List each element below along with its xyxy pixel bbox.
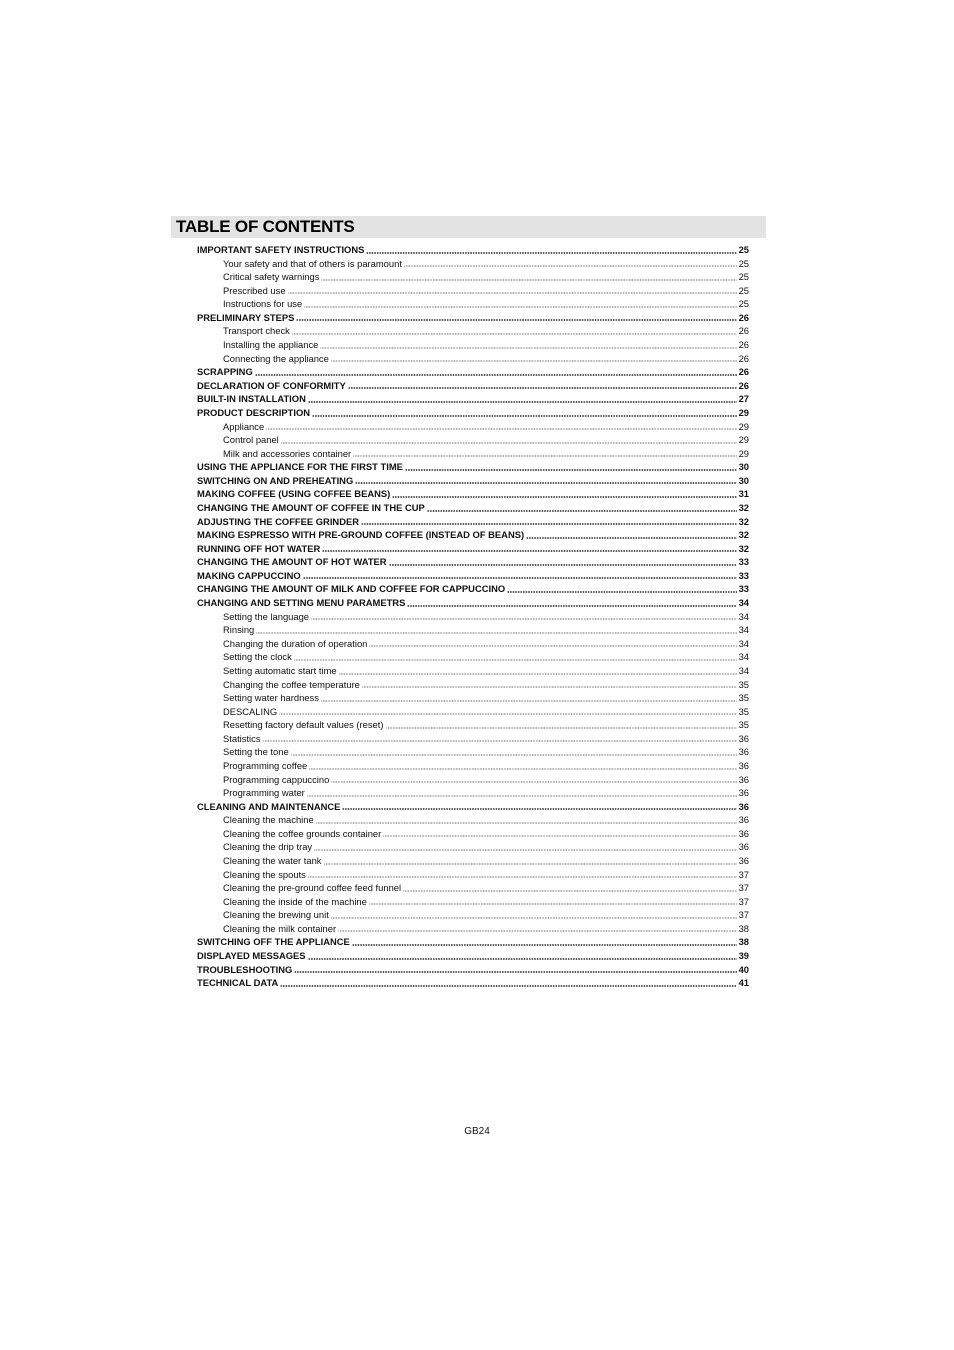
toc-entry-label: Cleaning the coffee grounds container	[223, 827, 382, 839]
dot-leader	[304, 306, 736, 308]
toc-section-entry[interactable]	[197, 949, 749, 963]
dot-leader	[405, 469, 737, 471]
toc-entry-page-number: 26	[738, 339, 749, 351]
toc-entry-page-number: 36	[738, 841, 749, 853]
toc-entry-label: PRODUCT DESCRIPTION	[197, 406, 311, 418]
toc-subsection-entry[interactable]	[197, 324, 749, 338]
toc-entry-page-number: 26	[738, 311, 749, 323]
dot-leader	[353, 455, 736, 457]
toc-entry-label: Cleaning the machine	[223, 814, 314, 826]
toc-section-entry[interactable]	[197, 555, 749, 569]
dot-leader	[392, 496, 736, 498]
toc-entry-page-number: 37	[738, 882, 749, 894]
toc-entry-page-number: 26	[738, 366, 749, 378]
toc-section-entry[interactable]	[197, 582, 749, 596]
toc-entry-label: Resetting factory default values (reset)	[223, 719, 384, 731]
toc-entry-page-number: 29	[738, 447, 749, 459]
toc-section-entry[interactable]	[197, 487, 749, 501]
toc-entry-label: Appliance	[223, 420, 265, 432]
dot-leader	[292, 333, 737, 335]
toc-entry-label: Control panel	[223, 434, 279, 446]
toc-subsection-entry[interactable]	[197, 786, 749, 800]
toc-subsection-entry[interactable]	[197, 691, 749, 705]
toc-entry-label: Cleaning the brewing unit	[223, 909, 329, 921]
toc-entry-label: Programming cappuccino	[223, 773, 330, 785]
toc-section-entry[interactable]	[197, 800, 749, 814]
toc-entry-label: Setting the language	[223, 610, 310, 622]
toc-subsection-entry[interactable]	[197, 705, 749, 719]
toc-section-entry[interactable]	[197, 311, 749, 325]
toc-entry-page-number: 30	[738, 461, 749, 473]
toc-list	[197, 243, 749, 990]
dot-leader	[281, 442, 737, 444]
toc-entry-page-number: 29	[738, 434, 749, 446]
dot-leader	[294, 659, 737, 661]
dot-leader	[314, 849, 736, 851]
toc-entry-label: RUNNING OFF HOT WATER	[197, 542, 321, 554]
toc-entry-page-number: 25	[738, 298, 749, 310]
toc-section-entry[interactable]	[197, 379, 749, 393]
toc-subsection-entry[interactable]	[197, 678, 749, 692]
dot-leader	[355, 482, 736, 484]
toc-entry-label: Connecting the appliance	[223, 352, 329, 364]
toc-entry-label: SWITCHING ON AND PREHEATING	[197, 474, 354, 486]
toc-entry-page-number: 37	[738, 909, 749, 921]
toc-entry-page-number: 35	[738, 719, 749, 731]
toc-entry-label: MAKING CAPPUCCINO	[197, 569, 301, 581]
toc-entry-page-number: 34	[738, 664, 749, 676]
toc-subsection-entry[interactable]	[197, 338, 749, 352]
toc-entry-page-number: 36	[738, 800, 749, 812]
toc-section-entry[interactable]	[197, 976, 749, 990]
toc-entry-label: MAKING COFFEE (USING COFFEE BEANS)	[197, 488, 391, 500]
toc-subsection-entry[interactable]	[197, 352, 749, 366]
toc-section-entry[interactable]	[197, 542, 749, 556]
dot-leader	[342, 808, 736, 810]
toc-entry-page-number: 37	[738, 895, 749, 907]
dot-leader	[383, 835, 736, 837]
dot-leader	[361, 523, 737, 525]
toc-entry-page-number: 34	[738, 637, 749, 649]
toc-entry-page-number: 27	[738, 393, 749, 405]
toc-entry-label: PRELIMINARY STEPS	[197, 311, 295, 323]
toc-subsection-entry[interactable]	[197, 664, 749, 678]
toc-section-entry[interactable]	[197, 460, 749, 474]
toc-entry-label: Prescribed use	[223, 284, 286, 296]
toc-entry-label: TROUBLESHOOTING	[197, 963, 293, 975]
dot-leader	[362, 686, 737, 688]
toc-entry-page-number: 25	[738, 257, 749, 269]
toc-entry-page-number: 26	[738, 379, 749, 391]
toc-entry-page-number: 34	[738, 610, 749, 622]
dot-leader	[369, 903, 737, 905]
dot-leader	[407, 605, 736, 607]
dot-leader	[320, 347, 736, 349]
dot-leader	[263, 740, 737, 742]
dot-leader	[279, 713, 736, 715]
toc-entry-label: Cleaning the inside of the machine	[223, 895, 367, 907]
toc-entry-page-number: 36	[738, 787, 749, 799]
toc-entry-label: Cleaning the water tank	[223, 855, 322, 867]
toc-entry-label: USING THE APPLIANCE FOR THE FIRST TIME	[197, 461, 403, 473]
dot-leader	[389, 564, 737, 566]
dot-leader	[307, 795, 737, 797]
toc-entry-page-number: 34	[738, 651, 749, 663]
toc-entry-label: Transport check	[223, 325, 290, 337]
toc-subsection-entry[interactable]	[197, 284, 749, 298]
toc-section-entry[interactable]	[197, 392, 749, 406]
toc-entry-page-number: 34	[738, 597, 749, 609]
toc-subsection-entry[interactable]	[197, 840, 749, 854]
dot-leader	[309, 768, 736, 770]
toc-entry-page-number: 39	[738, 950, 749, 962]
dot-leader	[280, 985, 736, 987]
toc-entry-label: CLEANING AND MAINTENANCE	[197, 800, 341, 812]
dot-leader	[308, 958, 737, 960]
toc-section-entry[interactable]	[197, 515, 749, 529]
toc-entry-label: Cleaning the drip tray	[223, 841, 313, 853]
dot-leader	[255, 374, 737, 376]
dot-leader	[303, 577, 737, 579]
toc-entry-label: Installing the appliance	[223, 339, 319, 351]
dot-leader	[386, 727, 737, 729]
toc-entry-label: IMPORTANT SAFETY INSTRUCTIONS	[197, 244, 365, 255]
toc-subsection-entry[interactable]	[197, 270, 749, 284]
toc-entry-page-number: 25	[738, 244, 749, 255]
toc-entry-label: MAKING ESPRESSO WITH PRE-GROUND COFFEE (INSTEAD OF BEANS)	[197, 529, 525, 541]
toc-entry-page-number: 36	[738, 746, 749, 758]
dot-leader	[526, 537, 736, 539]
toc-entry-label: DECLARATION OF CONFORMITY	[197, 379, 346, 391]
toc-entry-page-number: 36	[738, 732, 749, 744]
toc-subsection-entry[interactable]	[197, 922, 749, 936]
toc-subsection-entry[interactable]	[197, 650, 749, 664]
toc-subsection-entry[interactable]	[197, 610, 749, 624]
toc-entry-page-number: 31	[738, 488, 749, 500]
toc-entry-page-number: 35	[738, 705, 749, 717]
dot-leader	[296, 319, 736, 321]
toc-entry-label: Programming water	[223, 787, 305, 799]
toc-entry-page-number: 33	[738, 569, 749, 581]
toc-entry-page-number: 32	[738, 529, 749, 541]
toc-entry-page-number: 35	[738, 678, 749, 690]
toc-subsection-entry[interactable]	[197, 759, 749, 773]
toc-entry-page-number: 33	[738, 556, 749, 568]
dot-leader	[316, 822, 737, 824]
dot-leader	[331, 917, 737, 919]
toc-entry-label: SCRAPPING	[197, 366, 253, 378]
toc-subsection-entry[interactable]	[197, 433, 749, 447]
toc-entry-label: TECHNICAL DATA	[197, 977, 279, 989]
toc-section-entry[interactable]	[197, 963, 749, 977]
dot-leader	[308, 401, 737, 403]
toc-entry-label: Milk and accessories container	[223, 447, 352, 459]
toc-entry-page-number: 25	[738, 271, 749, 283]
toc-subsection-entry[interactable]	[197, 732, 749, 746]
dot-leader	[427, 510, 737, 512]
page-number: GB24	[464, 1126, 490, 1137]
toc-entry-page-number: 30	[738, 474, 749, 486]
dot-leader	[288, 292, 737, 294]
toc-section-entry[interactable]	[197, 406, 749, 420]
toc-entry-page-number: 26	[738, 352, 749, 364]
toc-entry-label: DESCALING	[223, 705, 278, 717]
toc-entry-page-number: 40	[738, 963, 749, 975]
toc-entry-label: CHANGING THE AMOUNT OF HOT WATER	[197, 556, 387, 568]
toc-entry-label: Rinsing	[223, 624, 255, 636]
toc-section-entry[interactable]	[197, 474, 749, 488]
toc-entry-page-number: 38	[738, 936, 749, 948]
toc-entry-label: Setting automatic start time	[223, 664, 337, 676]
toc-entry-label: CHANGING AND SETTING MENU PARAMETRS	[197, 597, 406, 609]
toc-subsection-entry[interactable]	[197, 745, 749, 759]
toc-section-entry[interactable]	[197, 528, 749, 542]
toc-title: TABLE OF CONTENTS	[176, 217, 355, 236]
toc-subsection-entry[interactable]	[197, 623, 749, 637]
toc-subsection-entry[interactable]	[197, 773, 749, 787]
toc-subsection-entry[interactable]	[197, 420, 749, 434]
toc-subsection-entry[interactable]	[197, 908, 749, 922]
dot-leader	[331, 360, 737, 362]
dot-leader	[507, 591, 736, 593]
toc-section-entry[interactable]	[197, 365, 749, 379]
toc-section-entry[interactable]	[197, 501, 749, 515]
toc-entry-label: Setting the tone	[223, 746, 289, 758]
dot-leader	[404, 265, 737, 267]
toc-entry-label: Cleaning the milk container	[223, 922, 337, 934]
toc-subsection-entry[interactable]	[197, 257, 749, 271]
toc-subsection-entry[interactable]	[197, 895, 749, 909]
toc-section-entry[interactable]	[197, 596, 749, 610]
toc-entry-label: Critical safety warnings	[223, 271, 320, 283]
toc-entry-page-number: 25	[738, 284, 749, 296]
toc-entry-page-number: 29	[738, 406, 749, 418]
dot-leader	[308, 876, 737, 878]
toc-entry-page-number: 36	[738, 759, 749, 771]
dot-leader	[366, 252, 736, 254]
toc-entry-label: DISPLAYED MESSAGES	[197, 950, 306, 962]
toc-entry-label: Changing the coffee temperature	[223, 678, 360, 690]
toc-entry-label: Cleaning the spouts	[223, 868, 306, 880]
toc-entry-page-number: 38	[738, 922, 749, 934]
toc-section-entry[interactable]	[197, 569, 749, 583]
toc-subsection-entry[interactable]	[197, 718, 749, 732]
dot-leader	[321, 700, 737, 702]
dot-leader	[331, 781, 736, 783]
toc-subsection-entry[interactable]	[197, 637, 749, 651]
toc-header-bar	[171, 216, 766, 238]
toc-entry-page-number: 32	[738, 542, 749, 554]
toc-entry-label: Your safety and that of others is paramount	[223, 257, 402, 269]
dot-leader	[322, 550, 736, 552]
dot-leader	[291, 754, 737, 756]
toc-subsection-entry[interactable]	[197, 827, 749, 841]
toc-entry-label: Statistics	[223, 732, 261, 744]
toc-entry-page-number: 35	[738, 692, 749, 704]
toc-entry-page-number: 36	[738, 814, 749, 826]
toc-entry-page-number: 32	[738, 501, 749, 513]
toc-entry-label: Programming coffee	[223, 759, 308, 771]
dot-leader	[338, 930, 736, 932]
toc-entry-page-number: 29	[738, 420, 749, 432]
dot-leader	[369, 645, 736, 647]
toc-subsection-entry[interactable]	[197, 854, 749, 868]
toc-entry-page-number: 33	[738, 583, 749, 595]
toc-entry-page-number: 36	[738, 773, 749, 785]
dot-leader	[256, 632, 736, 634]
dot-leader	[348, 387, 737, 389]
toc-entry-page-number: 37	[738, 868, 749, 880]
toc-subsection-entry[interactable]	[197, 447, 749, 461]
toc-entry-label: Instructions for use	[223, 298, 303, 310]
dot-leader	[321, 279, 736, 281]
toc-entry-page-number: 36	[738, 855, 749, 867]
toc-entry-label: Setting the clock	[223, 651, 292, 663]
toc-entry-label: Cleaning the pre-ground coffee feed funnel	[223, 882, 402, 894]
toc-entry-page-number: 26	[738, 325, 749, 337]
toc-subsection-entry[interactable]	[197, 881, 749, 895]
dot-leader	[294, 971, 736, 973]
toc-entry-label: Changing the duration of operation	[223, 637, 368, 649]
toc-section-entry[interactable]	[197, 935, 749, 949]
toc-subsection-entry[interactable]	[197, 868, 749, 882]
dot-leader	[312, 415, 737, 417]
toc-entry-page-number: 34	[738, 624, 749, 636]
toc-entry-label: Setting water hardness	[223, 692, 319, 704]
toc-entry-label: ADJUSTING THE COFFEE GRINDER	[197, 515, 359, 527]
dot-leader	[403, 890, 736, 892]
toc-subsection-entry[interactable]	[197, 813, 749, 827]
dot-leader	[339, 673, 737, 675]
toc-entry-label: CHANGING THE AMOUNT OF MILK AND COFFEE FOR CAPPUCCINO	[197, 583, 506, 595]
toc-entry-label: BUILT-IN INSTALLATION	[197, 393, 306, 405]
toc-entry-label: SWITCHING OFF THE APPLIANCE	[197, 936, 350, 948]
dot-leader	[266, 428, 736, 430]
toc-entry-page-number: 36	[738, 827, 749, 839]
dot-leader	[324, 863, 737, 865]
toc-entry-page-number: 32	[738, 515, 749, 527]
dot-leader	[311, 618, 737, 620]
toc-subsection-entry[interactable]	[197, 297, 749, 311]
toc-entry-page-number: 41	[738, 977, 749, 989]
toc-entry-label: CHANGING THE AMOUNT OF COFFEE IN THE CUP	[197, 501, 425, 513]
dot-leader	[352, 944, 737, 946]
toc-section-entry[interactable]	[197, 243, 749, 257]
